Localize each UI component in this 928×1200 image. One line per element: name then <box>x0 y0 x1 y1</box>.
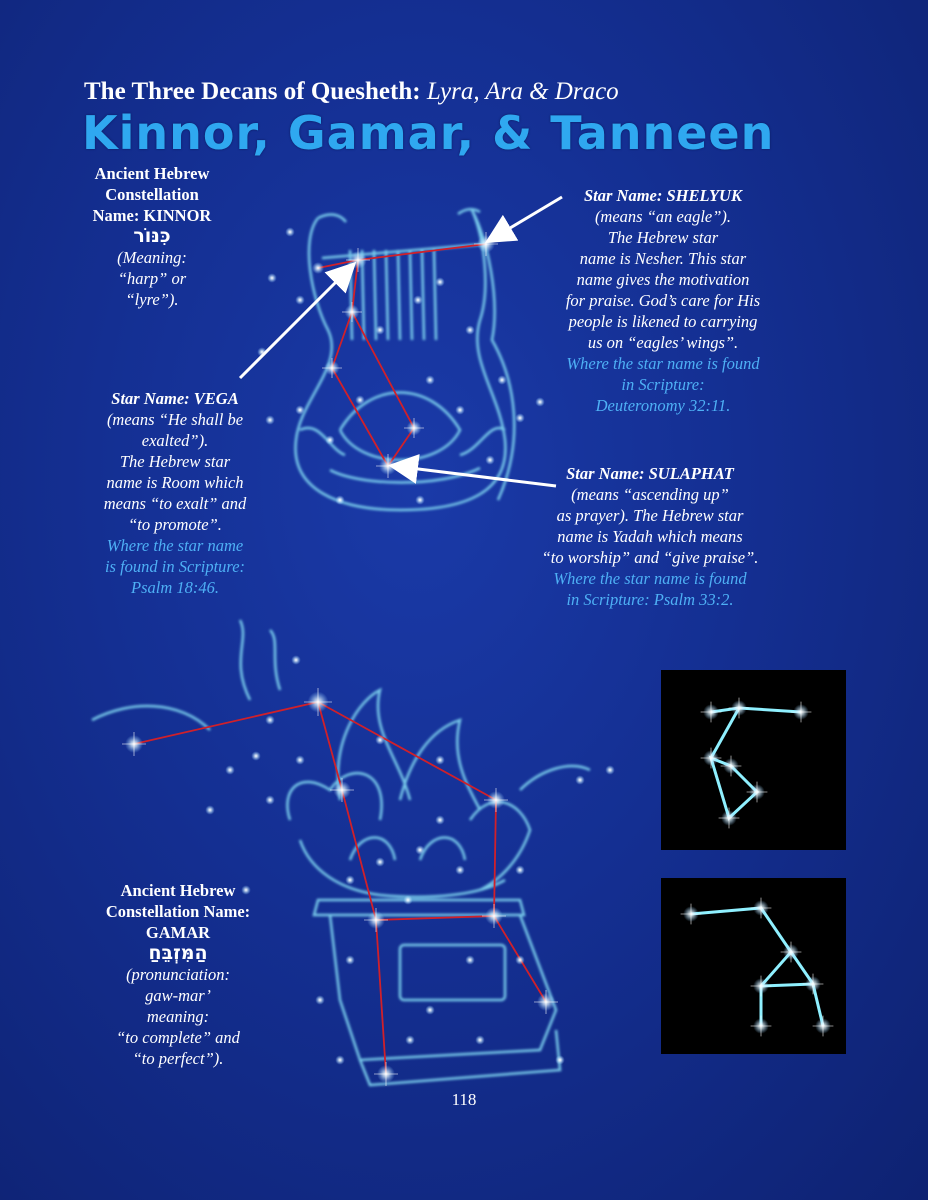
star <box>485 455 495 465</box>
gamar-meaning-2: gaw-mar’ <box>145 986 211 1005</box>
star-flare <box>813 1016 834 1037</box>
gamar-line1: Ancient Hebrew <box>120 881 236 900</box>
shelyuk-name: Star Name: SHELYUK <box>584 186 742 205</box>
star-flare <box>330 778 354 802</box>
lyra-lines <box>318 244 486 466</box>
shelyuk-line5: for praise. God’s care for His <box>565 291 761 310</box>
sulaphat-line4: “to worship” and “give praise”. <box>541 548 759 567</box>
gamar-line2: Constellation Name: <box>105 902 251 921</box>
shelyuk-line3: name is Nesher. This star <box>579 249 747 268</box>
sulaphat-line2: as prayer). The Hebrew star <box>556 506 744 525</box>
star <box>415 495 425 505</box>
subtitle-bold: The Three Decans of Quesheth: <box>84 78 421 105</box>
vega-line4: name is Room which <box>106 473 244 492</box>
star-flare <box>751 898 772 919</box>
star <box>425 1005 435 1015</box>
shelyuk-line2: The Hebrew star <box>607 228 719 247</box>
shelyuk-line1: (means “an eagle”). <box>594 207 732 226</box>
star-flare <box>364 908 388 932</box>
star-flare <box>484 788 508 812</box>
star <box>475 1035 485 1045</box>
star <box>295 295 305 305</box>
star-flare <box>534 990 558 1014</box>
kinnor-line3: Name: KINNOR <box>92 206 212 225</box>
star-flare <box>791 702 812 723</box>
kinnor-meaning-1: (Meaning: <box>117 248 187 267</box>
shelyuk-scripture-2: in Scripture: <box>621 375 705 394</box>
star <box>335 495 345 505</box>
gamar-line3: GAMAR <box>145 923 211 942</box>
star-flare <box>342 302 362 322</box>
star <box>375 857 385 867</box>
vega-name: Star Name: VEGA <box>111 389 239 408</box>
vega-scripture-1: Where the star name <box>106 536 244 555</box>
star-flare <box>729 698 750 719</box>
kinnor-hebrew: כִּנּוֹר <box>133 225 171 247</box>
star-flare <box>701 748 722 769</box>
star-flare <box>751 1016 772 1037</box>
sulaphat-scripture-1: Where the star name is found <box>553 569 747 588</box>
star <box>455 865 465 875</box>
ara-star-panel <box>661 878 846 1054</box>
star <box>435 277 445 287</box>
star <box>335 1055 345 1065</box>
sulaphat-description <box>505 463 795 610</box>
star <box>285 227 295 237</box>
star <box>515 955 525 965</box>
shelyuk-line7: us on “eagles’ wings”. <box>587 333 739 352</box>
kinnor-meaning-2: “harp” or <box>117 269 187 288</box>
star <box>605 765 615 775</box>
star-flare <box>304 688 332 716</box>
page-title: Kinnor, Gamar, & Tanneen <box>82 106 775 160</box>
star <box>225 765 235 775</box>
kinnor-line1: Ancient Hebrew <box>94 164 210 183</box>
star <box>575 775 585 785</box>
star <box>325 435 335 445</box>
star-flare <box>404 418 424 438</box>
shelyuk-scripture-1: Where the star name is found <box>566 354 760 373</box>
star <box>515 865 525 875</box>
vega-scripture-3: Psalm 18:46. <box>131 578 219 597</box>
kinnor-line2: Constellation <box>105 185 199 204</box>
star <box>465 325 475 335</box>
sulaphat-line3: name is Yadah which means <box>557 527 743 546</box>
gamar-meaning-1: (pronunciation: <box>126 965 230 984</box>
page-number: 118 <box>451 1090 477 1109</box>
star <box>345 955 355 965</box>
star <box>265 795 275 805</box>
star <box>257 347 267 357</box>
vega-line2: exalted”). <box>141 431 209 450</box>
star <box>403 895 413 905</box>
shelyuk-description <box>528 185 798 416</box>
sulaphat-scripture-2: in Scripture: Psalm 33:2. <box>566 590 734 609</box>
vega-line6: “to promote”. <box>128 515 222 534</box>
star <box>315 995 325 1005</box>
star <box>435 755 445 765</box>
shelyuk-scripture-3: Deuteronomy 32:11. <box>595 396 731 415</box>
shelyuk-line6: people is likened to carrying <box>568 312 758 331</box>
sulaphat-line1: (means “ascending up” <box>571 485 729 504</box>
star <box>375 735 385 745</box>
vega-line1: (means “He shall be <box>106 410 244 429</box>
vega-line5: means “to exalt” and <box>103 494 247 513</box>
star <box>251 751 261 761</box>
vega-line3: The Hebrew star <box>119 452 231 471</box>
gamar-meaning-3: meaning: <box>146 1007 210 1026</box>
star <box>345 875 355 885</box>
star <box>415 845 425 855</box>
shelyuk-line4: name gives the motivation <box>576 270 750 289</box>
star <box>435 815 445 825</box>
star <box>497 375 507 385</box>
star <box>205 805 215 815</box>
star-flare <box>122 732 146 756</box>
subtitle-italic: Lyra, Ara & Draco <box>426 78 619 105</box>
kinnor-meaning-3: “lyre”). <box>125 290 179 309</box>
star-flare <box>803 974 824 995</box>
gamar-hebrew: הַמִּזְבֵּחַ <box>148 942 208 964</box>
star <box>405 1035 415 1045</box>
star <box>465 955 475 965</box>
ara-panel-figure <box>661 878 846 1054</box>
star <box>355 395 365 405</box>
gamar-description <box>88 880 268 1069</box>
lyra-panel-figure <box>661 670 846 850</box>
star <box>425 375 435 385</box>
star-flare <box>681 904 702 925</box>
kinnor-description <box>72 163 232 310</box>
vega-scripture-2: is found in Scripture: <box>104 557 246 576</box>
star <box>267 273 277 283</box>
star <box>295 755 305 765</box>
star <box>455 405 465 415</box>
star <box>295 405 305 415</box>
star <box>291 655 301 665</box>
vega-description <box>75 388 275 598</box>
star <box>555 1055 565 1065</box>
star-flare <box>474 232 498 256</box>
sulaphat-name: Star Name: SULAPHAT <box>566 464 734 483</box>
gamar-meaning-4: “to complete” and <box>116 1028 240 1047</box>
page-subtitle <box>84 78 619 106</box>
star-flare <box>701 702 722 723</box>
star <box>265 715 275 725</box>
star <box>413 295 423 305</box>
star <box>515 413 525 423</box>
star-flare <box>482 904 506 928</box>
star <box>312 262 324 274</box>
lyra-star-panel <box>661 670 846 850</box>
gamar-meaning-5: “to perfect”). <box>132 1049 224 1068</box>
star <box>375 325 385 335</box>
